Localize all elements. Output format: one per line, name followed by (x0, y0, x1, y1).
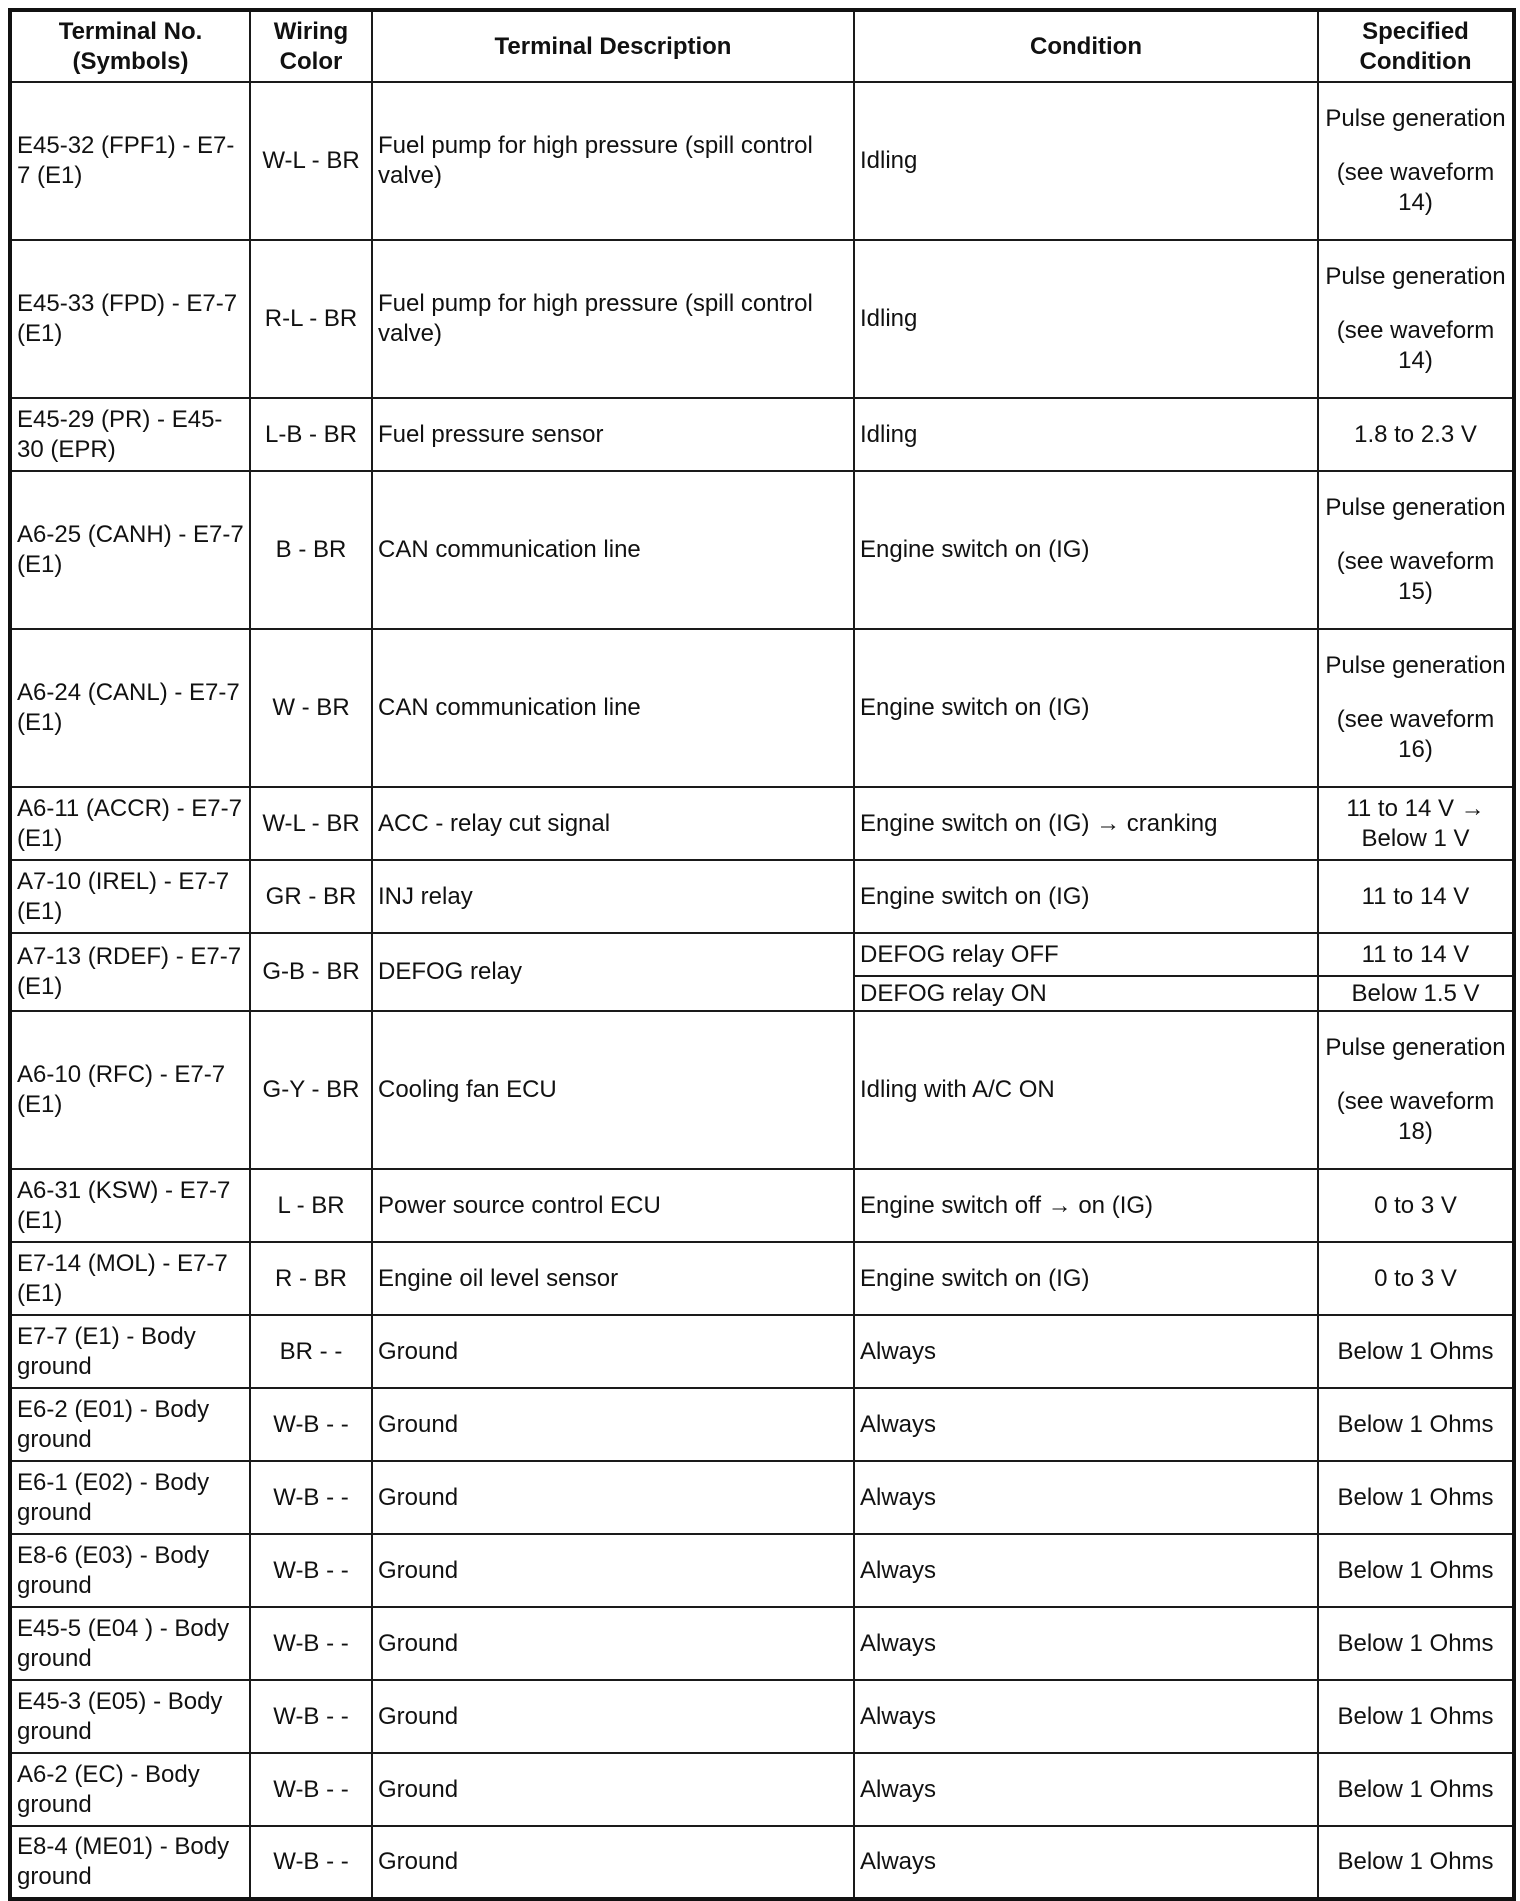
waveform-note: (see waveform 16) (1336, 706, 1495, 763)
condition-cell: Always (854, 1388, 1318, 1461)
specified-cell: Below 1 Ohms (1318, 1826, 1514, 1899)
header-terminal: Terminal No. (Symbols) (10, 10, 250, 82)
specified-cell: Below 1 Ohms (1318, 1461, 1514, 1534)
terminal-cell: E45-5 (E04 ) - Body ground (10, 1607, 250, 1680)
spacer (1324, 1063, 1507, 1087)
condition-cell: Always (854, 1826, 1318, 1899)
description-cell: Ground (372, 1534, 854, 1607)
wiring-color-cell: R - BR (250, 1242, 372, 1315)
table-row (10, 860, 1514, 933)
wiring-color-cell: W-B - - (250, 1534, 372, 1607)
condition-cell: Idling with A/C ON (854, 1011, 1318, 1169)
terminal-cell: E45-29 (PR) - E45-30 (EPR) (10, 398, 250, 471)
specified-cell: Below 1 Ohms (1318, 1315, 1514, 1388)
terminal-cell: E45-33 (FPD) - E7-7 (E1) (10, 240, 250, 398)
header-wiring: Wiring Color (250, 10, 372, 82)
description-cell: Fuel pressure sensor (372, 398, 854, 471)
condition-cell: Always (854, 1315, 1318, 1388)
specified-cell: Below 1.5 V (1318, 976, 1514, 1011)
wiring-color-cell: W-B - - (250, 1826, 372, 1899)
condition-cell: Engine switch on (IG) (854, 629, 1318, 787)
wiring-color-cell: G-B - BR (250, 933, 372, 1011)
wiring-color-cell: W-B - - (250, 1461, 372, 1534)
specified-cell: 11 to 14 V → Below 1 V (1318, 787, 1514, 860)
description-cell: DEFOG relay (372, 933, 854, 1011)
wiring-color-cell: W-L - BR (250, 787, 372, 860)
table-row (10, 1242, 1514, 1315)
description-cell: Ground (372, 1315, 854, 1388)
wiring-color-cell: BR - - (250, 1315, 372, 1388)
spacer (1324, 292, 1507, 316)
description-cell: Engine oil level sensor (372, 1242, 854, 1315)
condition-cell: Idling (854, 240, 1318, 398)
specified-cell (1318, 1011, 1514, 1169)
terminal-spec-table (8, 8, 1516, 1901)
condition-cell: Engine switch on (IG) → cranking (854, 787, 1318, 860)
description-cell: Ground (372, 1826, 854, 1899)
waveform-note: (see waveform 15) (1336, 548, 1495, 605)
specified-cell: 0 to 3 V (1318, 1242, 1514, 1315)
wiring-color-cell: G-Y - BR (250, 1011, 372, 1169)
table-row (10, 1826, 1514, 1899)
table-row (10, 240, 1514, 398)
table-row (10, 1011, 1514, 1169)
spacer (1324, 523, 1507, 547)
header-specified: Specified Condition (1318, 10, 1514, 82)
terminal-cell: E7-7 (E1) - Body ground (10, 1315, 250, 1388)
table-row (10, 1169, 1514, 1242)
specified-cell: 1.8 to 2.3 V (1318, 398, 1514, 471)
wiring-color-cell: GR - BR (250, 860, 372, 933)
wiring-color-cell: R-L - BR (250, 240, 372, 398)
specified-value: Pulse generation (1325, 1034, 1506, 1061)
terminal-cell: E45-32 (FPF1) - E7-7 (E1) (10, 82, 250, 240)
condition-cell: Engine switch on (IG) (854, 860, 1318, 933)
terminal-cell: E8-4 (ME01) - Body ground (10, 1826, 250, 1899)
terminal-cell: E6-2 (E01) - Body ground (10, 1388, 250, 1461)
terminal-cell: A6-25 (CANH) - E7-7 (E1) (10, 471, 250, 629)
description-cell: Fuel pump for high pressure (spill control valve) (372, 82, 854, 240)
specified-cell: Below 1 Ohms (1318, 1388, 1514, 1461)
specified-cell: 0 to 3 V (1318, 1169, 1514, 1242)
spacer (1324, 681, 1507, 705)
description-cell: INJ relay (372, 860, 854, 933)
waveform-note: (see waveform 18) (1336, 1088, 1495, 1145)
condition-cell: Idling (854, 82, 1318, 240)
wiring-color-cell: W-B - - (250, 1388, 372, 1461)
header-description: Terminal Description (372, 10, 854, 82)
condition-cell: Always (854, 1607, 1318, 1680)
table-row (10, 933, 1514, 976)
terminal-cell: A6-11 (ACCR) - E7-7 (E1) (10, 787, 250, 860)
wiring-color-cell: W-B - - (250, 1753, 372, 1826)
condition-cell: Engine switch on (IG) (854, 1242, 1318, 1315)
table-row (10, 1753, 1514, 1826)
description-cell: Ground (372, 1388, 854, 1461)
terminal-cell: E6-1 (E02) - Body ground (10, 1461, 250, 1534)
table-row (10, 1315, 1514, 1388)
description-cell: Ground (372, 1461, 854, 1534)
condition-cell: Always (854, 1534, 1318, 1607)
table-row (10, 1461, 1514, 1534)
specified-value: Pulse generation (1325, 652, 1506, 679)
terminal-cell: A7-10 (IREL) - E7-7 (E1) (10, 860, 250, 933)
waveform-note: (see waveform 14) (1336, 317, 1495, 374)
header-row (10, 10, 1514, 82)
wiring-color-cell: W - BR (250, 629, 372, 787)
description-cell: Ground (372, 1607, 854, 1680)
terminal-cell: A6-10 (RFC) - E7-7 (E1) (10, 1011, 250, 1169)
specified-cell (1318, 240, 1514, 398)
terminal-cell: A6-24 (CANL) - E7-7 (E1) (10, 629, 250, 787)
table-row (10, 1534, 1514, 1607)
specified-cell: 11 to 14 V (1318, 933, 1514, 976)
description-cell: Cooling fan ECU (372, 1011, 854, 1169)
wiring-color-cell: W-L - BR (250, 82, 372, 240)
condition-cell: DEFOG relay ON (854, 976, 1318, 1011)
table-row (10, 629, 1514, 787)
description-cell: CAN communication line (372, 629, 854, 787)
terminal-cell: A7-13 (RDEF) - E7-7 (E1) (10, 933, 250, 1011)
specified-cell (1318, 82, 1514, 240)
description-cell: Ground (372, 1753, 854, 1826)
terminal-cell: E7-14 (MOL) - E7-7 (E1) (10, 1242, 250, 1315)
condition-cell: DEFOG relay OFF (854, 933, 1318, 976)
table-row (10, 82, 1514, 240)
terminal-cell: E45-3 (E05) - Body ground (10, 1680, 250, 1753)
condition-cell: Always (854, 1461, 1318, 1534)
wiring-color-cell: W-B - - (250, 1680, 372, 1753)
specified-cell (1318, 629, 1514, 787)
description-cell: Fuel pump for high pressure (spill control valve) (372, 240, 854, 398)
table-row (10, 1388, 1514, 1461)
condition-cell: Engine switch on (IG) (854, 471, 1318, 629)
terminal-cell: A6-2 (EC) - Body ground (10, 1753, 250, 1826)
table-row (10, 787, 1514, 860)
terminal-cell: A6-31 (KSW) - E7-7 (E1) (10, 1169, 250, 1242)
wiring-color-cell: L - BR (250, 1169, 372, 1242)
specified-value: Pulse generation (1325, 105, 1506, 132)
condition-cell: Always (854, 1753, 1318, 1826)
terminal-cell: E8-6 (E03) - Body ground (10, 1534, 250, 1607)
table-row (10, 471, 1514, 629)
specified-cell: 11 to 14 V (1318, 860, 1514, 933)
specified-cell: Below 1 Ohms (1318, 1680, 1514, 1753)
description-cell: CAN communication line (372, 471, 854, 629)
description-cell: ACC - relay cut signal (372, 787, 854, 860)
wiring-color-cell: W-B - - (250, 1607, 372, 1680)
condition-cell: Engine switch off → on (IG) (854, 1169, 1318, 1242)
specified-cell: Below 1 Ohms (1318, 1753, 1514, 1826)
specified-cell: Below 1 Ohms (1318, 1534, 1514, 1607)
specified-value: Pulse generation (1325, 494, 1506, 521)
table-row (10, 1607, 1514, 1680)
condition-cell: Always (854, 1680, 1318, 1753)
description-cell: Ground (372, 1680, 854, 1753)
spacer (1324, 134, 1507, 158)
table-body (10, 82, 1514, 1899)
specified-value: Pulse generation (1325, 263, 1506, 290)
condition-cell: Idling (854, 398, 1318, 471)
header-condition: Condition (854, 10, 1318, 82)
table-row (10, 1680, 1514, 1753)
description-cell: Power source control ECU (372, 1169, 854, 1242)
specified-cell (1318, 471, 1514, 629)
waveform-note: (see waveform 14) (1336, 159, 1495, 216)
specified-cell: Below 1 Ohms (1318, 1607, 1514, 1680)
table-row (10, 398, 1514, 471)
wiring-color-cell: B - BR (250, 471, 372, 629)
wiring-color-cell: L-B - BR (250, 398, 372, 471)
